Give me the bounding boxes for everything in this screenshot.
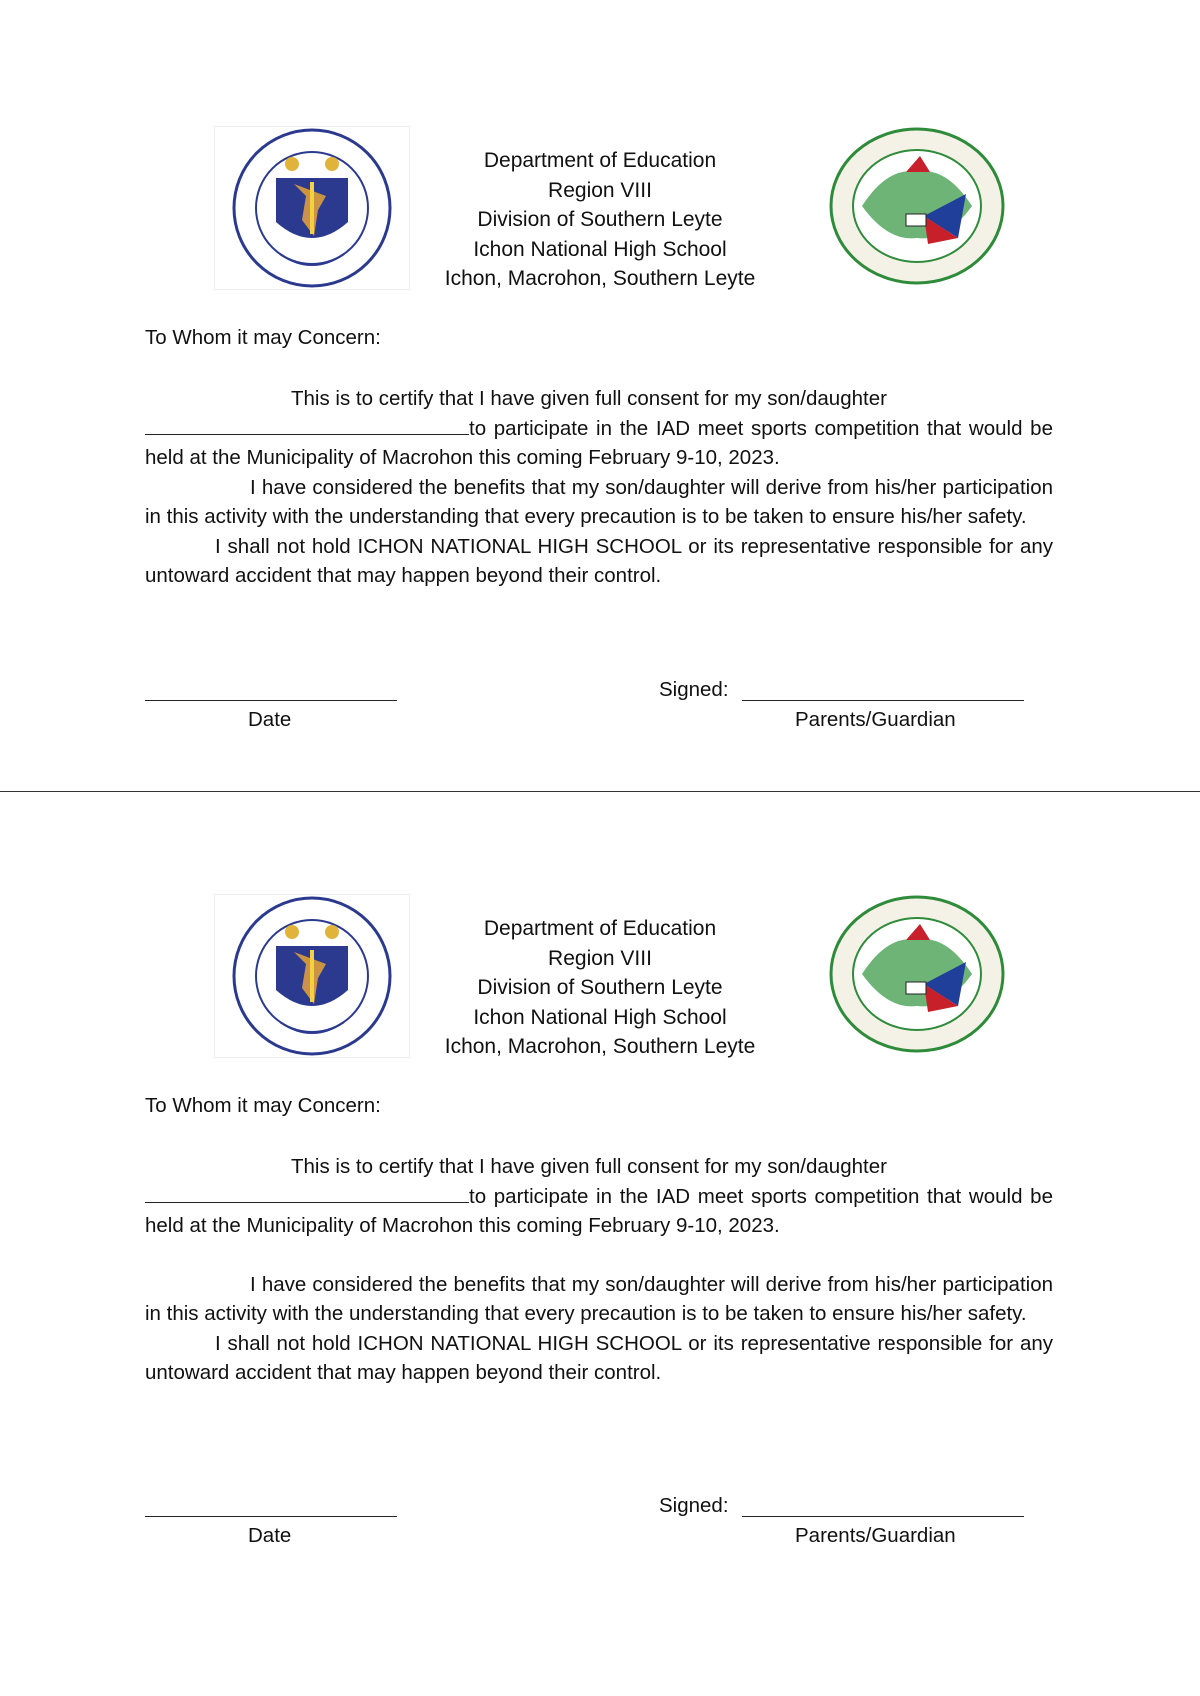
header-department: Department of Education <box>483 917 717 940</box>
school-header <box>400 914 800 1062</box>
signed-label: Signed: <box>659 678 729 701</box>
header-address: Ichon, Macrohon, Southern Leyte <box>444 267 756 290</box>
letter-body <box>145 384 1053 591</box>
header-school: Ichon National High School <box>473 237 727 261</box>
cut-line-divider <box>0 791 1200 792</box>
school-seal-icon <box>828 126 1006 286</box>
deped-seal-icon <box>214 126 410 290</box>
salutation: To Whom it may Concern: <box>145 1094 381 1117</box>
header-school: Ichon National High School <box>473 1005 727 1029</box>
header-division: Division of Southern Leyte <box>477 976 723 999</box>
header-division: Division of Southern Leyte <box>477 208 723 231</box>
deped-seal-icon <box>214 894 410 1058</box>
school-header <box>400 146 800 294</box>
signed-label: Signed: <box>659 1494 729 1517</box>
paragraph-benefits: I have considered the benefits that my son/daughter will derive from his/her participation in this activity with the understanding that every precaution is to be taken to ensure his/her safety. <box>145 1272 1053 1325</box>
header-department: Department of Education <box>483 149 717 172</box>
paragraph-consent-detail <box>145 1182 1053 1241</box>
guardian-label: Parents/Guardian <box>795 1524 956 1547</box>
school-seal-icon <box>828 894 1006 1054</box>
paragraph-benefits: I have considered the benefits that my son/daughter will derive from his/her participation in this activity with the understanding that every precaution is to be taken to ensure his/her safety. <box>145 475 1053 528</box>
date-line[interactable] <box>145 678 397 701</box>
signature-line[interactable] <box>742 1494 1024 1517</box>
paragraph-consent-detail-text: to participate in the IAD meet sports competition that would be held at the Municipality of Macrohon this coming February 9-10, 2023. <box>145 1184 1053 1237</box>
paragraph-liability: I shall not hold ICHON NATIONAL HIGH SCHOOL or its representative responsible for any untoward accident that may happen beyond their control. <box>145 1331 1053 1384</box>
paragraph-consent-detail-text: to participate in the IAD meet sports competition that would be held at the Municipality of Macrohon this coming February 9-10, 2023. <box>145 416 1053 469</box>
paragraph-spacer <box>145 1241 1053 1270</box>
date-line[interactable] <box>145 1494 397 1517</box>
header-region: Region VIII <box>548 178 652 202</box>
header-region: Region VIII <box>548 946 652 970</box>
signature-line[interactable] <box>742 678 1024 701</box>
salutation: To Whom it may Concern: <box>145 326 381 349</box>
date-label: Date <box>248 708 292 731</box>
paragraph-consent-intro: This is to certify that I have given full consent for my son/daughter <box>291 387 887 410</box>
paragraph-liability: I shall not hold ICHON NATIONAL HIGH SCHOOL or its representative responsible for any untoward accident that may happen beyond their control. <box>145 534 1053 587</box>
letter-body <box>145 1152 1053 1388</box>
consent-form-bottom <box>0 876 1200 1556</box>
consent-form-top <box>0 108 1200 788</box>
date-label: Date <box>248 1524 292 1547</box>
guardian-label: Parents/Guardian <box>795 708 956 731</box>
student-name-line[interactable] <box>145 1182 469 1203</box>
paragraph-consent-intro: This is to certify that I have given full consent for my son/daughter <box>291 1155 887 1178</box>
paragraph-consent-detail <box>145 414 1053 473</box>
student-name-line[interactable] <box>145 414 469 435</box>
header-address: Ichon, Macrohon, Southern Leyte <box>444 1035 756 1058</box>
